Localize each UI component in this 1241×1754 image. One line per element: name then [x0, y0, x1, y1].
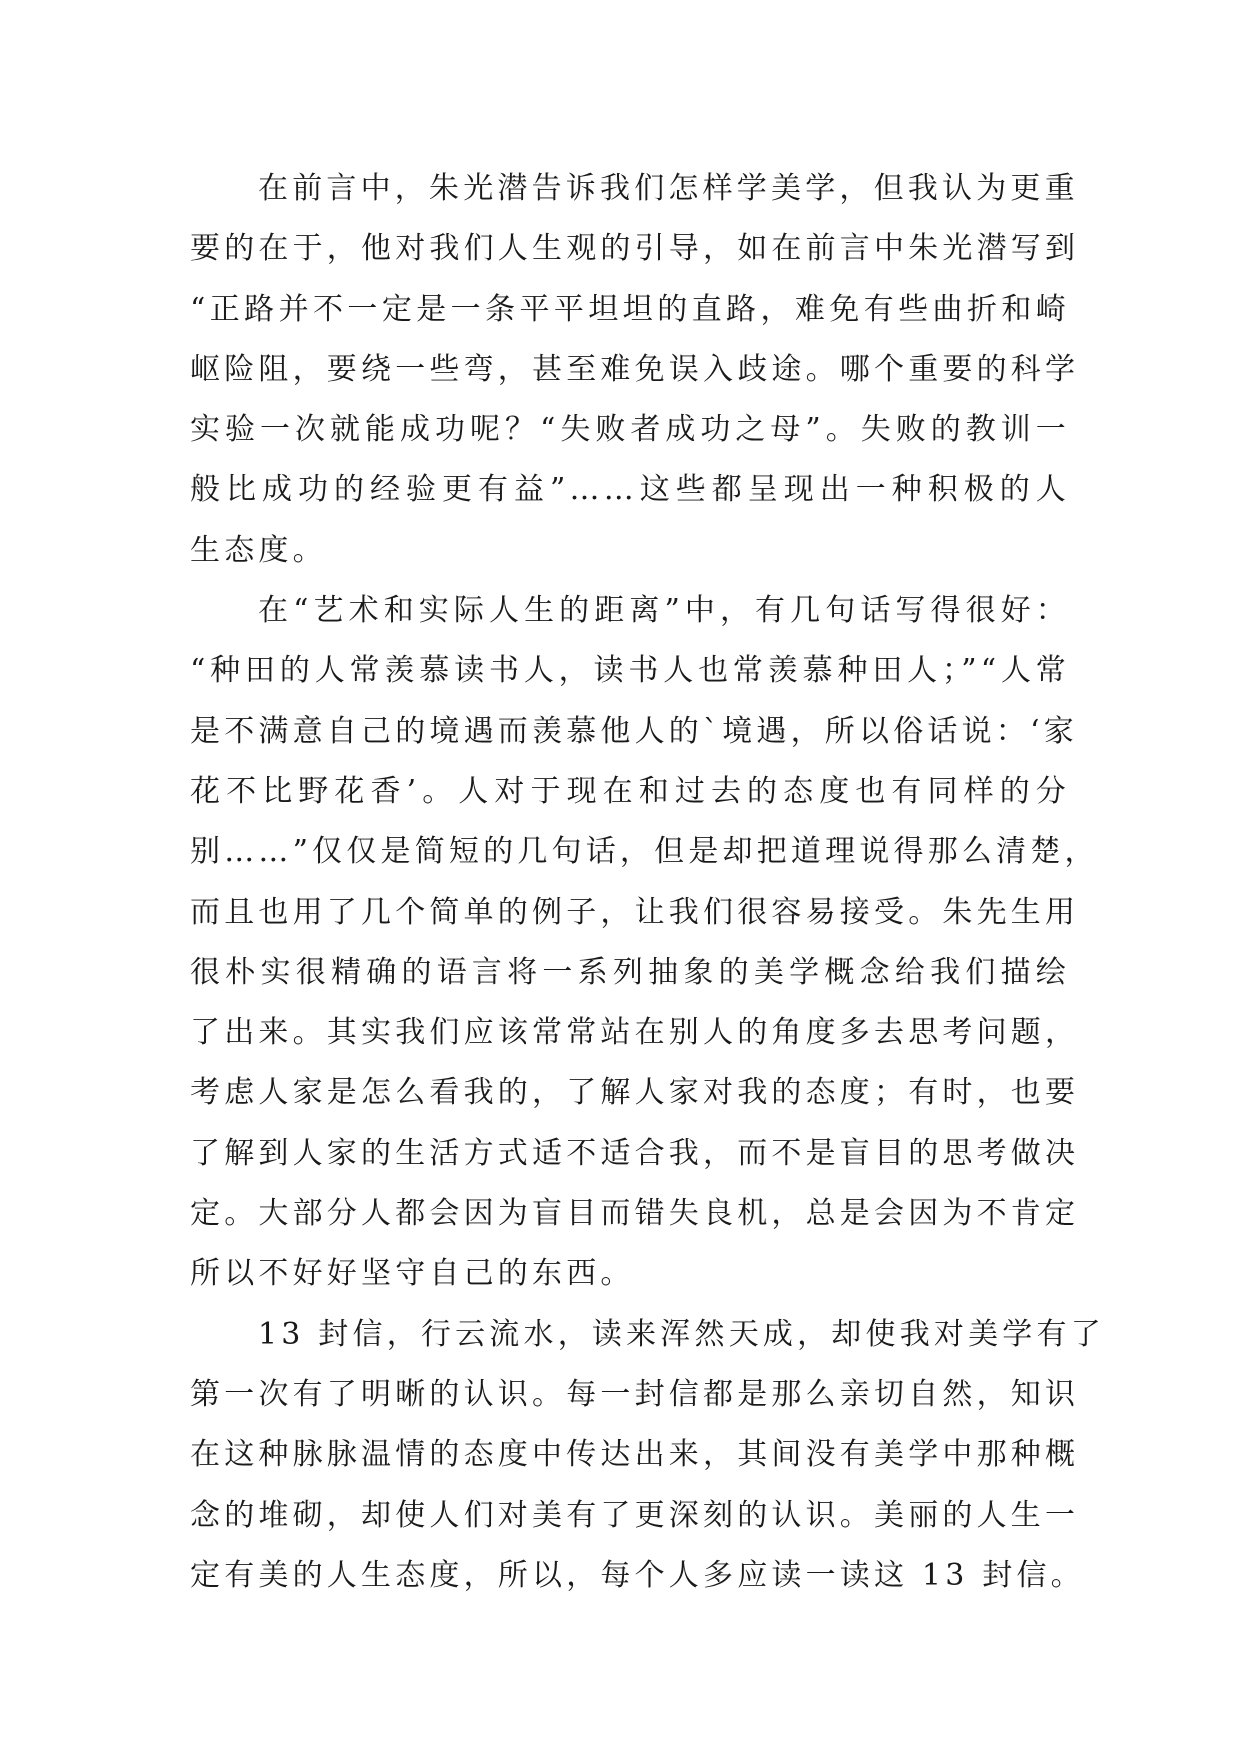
paragraph	[190, 159, 1080, 581]
text-line: 是不满意自己的境遇而羡慕他人的`境遇，所以俗话说：‘家	[190, 713, 1078, 749]
text-line: “种田的人常羡慕读书人，读书人也常羡慕种田人；”“人常	[190, 653, 1070, 689]
text-line: 岖险阻，要绕一些弯，甚至难免误入歧途。哪个重要的科学	[190, 351, 1080, 387]
text-line: 了出来。其实我们应该常常站在别人的角度多去思考问题，	[190, 1015, 1080, 1051]
text-line: “正路并不一定是一条平平坦坦的直路，难免有些曲折和崎	[190, 291, 1070, 327]
text-line: 第一次有了明晰的认识。每一封信都是那么亲切自然，知识	[190, 1376, 1080, 1412]
text-line: 生态度。	[190, 532, 327, 568]
text-line: 花不比野花香’。人对于现在和过去的态度也有同样的分	[190, 773, 1070, 809]
text-line: 而且也用了几个简单的例子，让我们很容易接受。朱先生用	[190, 894, 1080, 930]
text-line: 实验一次就能成功呢？“失败者成功之母”。失败的教训一	[190, 412, 1070, 448]
text-line: 定。大部分人都会因为盲目而错失良机，总是会因为不肯定	[190, 1196, 1080, 1232]
text-line: 在前言中，朱光潜告诉我们怎样学美学，但我认为更重	[258, 171, 1079, 206]
document-body	[190, 159, 1105, 1606]
text-line: 所以不好好坚守自己的东西。	[190, 1256, 635, 1292]
paragraph	[190, 1305, 1105, 1606]
text-line: 在“艺术和实际人生的距离”中，有几句话写得很好：	[258, 593, 1070, 629]
text-line: 要的在于，他对我们人生观的引导，如在前言中朱光潜写到	[190, 231, 1080, 267]
text-line: 了解到人家的生活方式适不适合我，而不是盲目的思考做决	[190, 1135, 1080, 1171]
text-line: 很朴实很精确的语言将一系列抽象的美学概念给我们描绘	[190, 954, 1070, 990]
text-line: 别……”仅仅是简短的几句话，但是却把道理说得那么清楚，	[190, 834, 1099, 870]
text-line: 定有美的人生态度，所以，每个人多应读一读这 13 封信。	[190, 1557, 1085, 1593]
text-line: 13 封信，行云流水，读来浑然天成，却使我对美学有了	[258, 1316, 1105, 1352]
text-line: 般比成功的经验更有益”……这些都呈现出一种积极的人	[190, 472, 1070, 508]
text-line: 念的堆砌，却使人们对美有了更深刻的认识。美丽的人生一	[190, 1497, 1080, 1533]
text-line: 考虑人家是怎么看我的，了解人家对我的态度；有时，也要	[190, 1075, 1080, 1111]
text-line: 在这种脉脉温情的态度中传达出来，其间没有美学中那种概	[190, 1437, 1080, 1473]
paragraph	[190, 581, 1099, 1305]
